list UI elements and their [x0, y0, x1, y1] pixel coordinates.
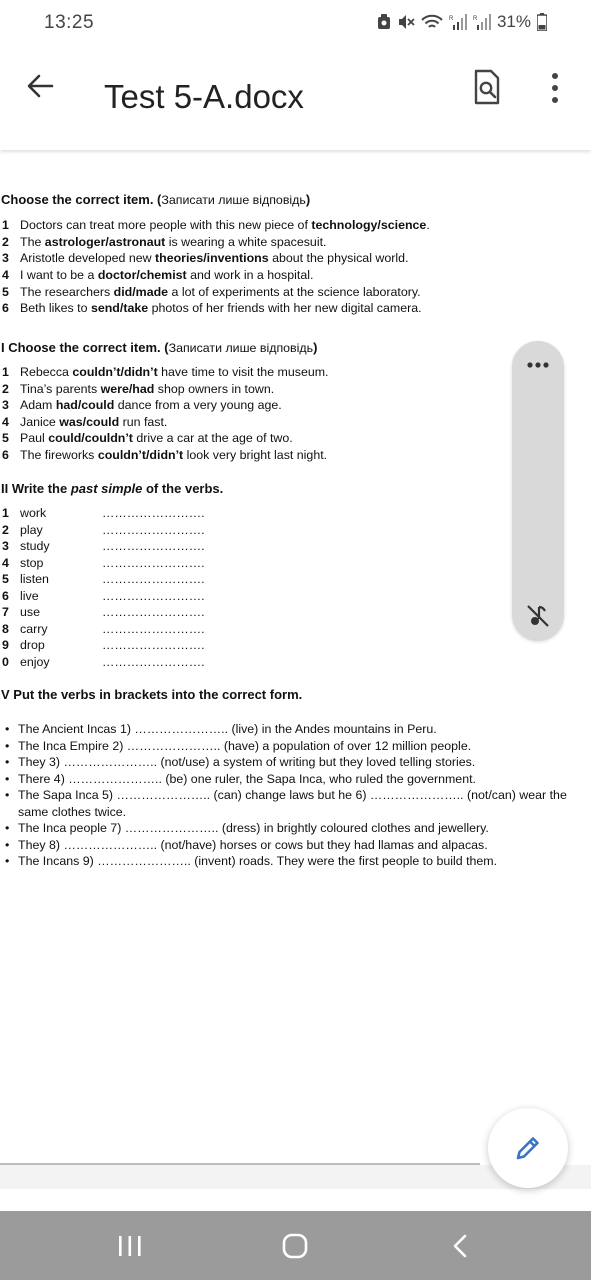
bullet-item: • They 3) ………………….. (not/use) a system of writing but they loved telling stories. — [5, 755, 476, 769]
list-item: 4 I want to be a doctor/chemist and work in a hospital. — [2, 268, 314, 282]
list-item: 2 Tina’s parents were/had shop owners in town. — [2, 382, 275, 396]
floating-media-panel[interactable] — [512, 341, 564, 641]
verb-row: 3 study ……………………. — [2, 539, 205, 553]
bullet-item: • The Inca people 7) ………………….. (dress) in brightly coloured clothes and jewellery. — [5, 821, 489, 835]
list-item: 4 Janice was/could run fast. — [2, 415, 168, 429]
svg-text:R: R — [448, 16, 454, 22]
pencil-icon — [512, 1132, 544, 1164]
app-bar — [0, 46, 591, 150]
more-horiz-icon[interactable] — [525, 355, 551, 375]
document-title: Test 5-A.docx — [104, 78, 304, 115]
section-1-title: Choose the correct item. (Записати лише відповідь) — [1, 192, 311, 207]
signal-icon-2 — [473, 14, 491, 30]
list-item: 6 Beth likes to send/take photos of her friends with her new digital camera. — [2, 301, 422, 315]
verb-row: 1 work ……………………. — [2, 506, 205, 520]
verb-row: 0 enjoy ……………………. — [2, 655, 205, 669]
more-vert-icon — [540, 70, 570, 106]
list-item: 5 The researchers did/made a lot of experiments at the science laboratory. — [2, 285, 421, 299]
verb-row: 2 play ……………………. — [2, 523, 205, 537]
find-in-document-button[interactable] — [470, 68, 504, 106]
recents-icon — [114, 1231, 146, 1261]
edit-fab-button[interactable] — [488, 1108, 568, 1188]
list-item: 3 Adam had/could dance from a very young age. — [2, 398, 282, 412]
home-icon — [279, 1231, 311, 1261]
system-navigation-bar — [0, 1211, 591, 1280]
list-item: 1 Doctors can treat more people with this new piece of technology/science. — [2, 218, 430, 232]
bullet-item: • The Incans 9) ………………….. (invent) roads. They were the first people to build them. — [5, 854, 498, 868]
verb-row: 8 carry ……………………. — [2, 622, 205, 636]
signal-icon-1 — [449, 14, 467, 30]
notification-icon — [377, 14, 391, 30]
section-3-title: II Write the past simple of the verbs. — [1, 481, 224, 496]
more-options-button[interactable] — [540, 70, 570, 106]
mute-status-icon — [397, 14, 415, 30]
nav-back-button[interactable] — [445, 1231, 477, 1261]
music-off-icon[interactable] — [525, 603, 551, 629]
status-icons — [377, 12, 547, 32]
wifi-icon — [421, 14, 443, 30]
recents-button[interactable] — [114, 1231, 146, 1261]
find-in-page-icon — [470, 68, 504, 106]
list-item: 5 Paul could/couldn’t drive a car at the age of two. — [2, 431, 293, 445]
verb-row: 5 listen ……………………. — [2, 572, 205, 586]
status-bar — [0, 0, 591, 46]
bullet-item: • The Inca Empire 2) ………………….. (have) a population of over 12 million people. — [5, 739, 472, 753]
bullet-item: • The Sapa Inca 5) ………………….. (can) change laws but he 6) ………………….. (not/can) wear the same clothes twice. — [5, 788, 567, 819]
list-item: 2 The astrologer/astronaut is wearing a white spacesuit. — [2, 235, 327, 249]
home-button[interactable] — [279, 1231, 311, 1261]
back-button[interactable] — [22, 68, 58, 104]
nav-back-icon — [445, 1231, 477, 1261]
section-4-title: V Put the verbs in brackets into the correct form. — [1, 687, 303, 702]
section-2-title: I Choose the correct item. (Записати лише відповідь) — [1, 340, 318, 355]
next-page-top — [0, 1189, 591, 1211]
list-item: 1 Rebecca couldn’t/didn’t have time to visit the museum. — [2, 365, 329, 379]
verb-row: 6 live ……………………. — [2, 589, 205, 603]
bullet-item: • They 8) ………………….. (not/have) horses or cows but they had llamas and alpacas. — [5, 838, 488, 852]
list-item: 6 The fireworks couldn’t/didn’t look very bright last night. — [2, 448, 328, 462]
battery-percent: 31% — [496, 12, 531, 31]
svg-text:R: R — [472, 16, 478, 22]
list-item: 3 Aristotle developed new theories/inventions about the physical world. — [2, 251, 409, 265]
arrow-back-icon — [22, 68, 58, 104]
battery-icon — [537, 13, 547, 31]
verb-row: 7 use ……………………. — [2, 605, 205, 619]
bullet-item: • The Ancient Incas 1) ………………….. (live) in the Andes mountains in Peru. — [5, 722, 437, 736]
verb-row: 9 drop ……………………. — [2, 638, 205, 652]
status-time: 13:25 — [44, 12, 95, 33]
bullet-item: • There 4) ………………….. (be) one ruler, the Sapa Inca, who ruled the government. — [5, 772, 476, 786]
verb-row: 4 stop ……………………. — [2, 556, 205, 570]
